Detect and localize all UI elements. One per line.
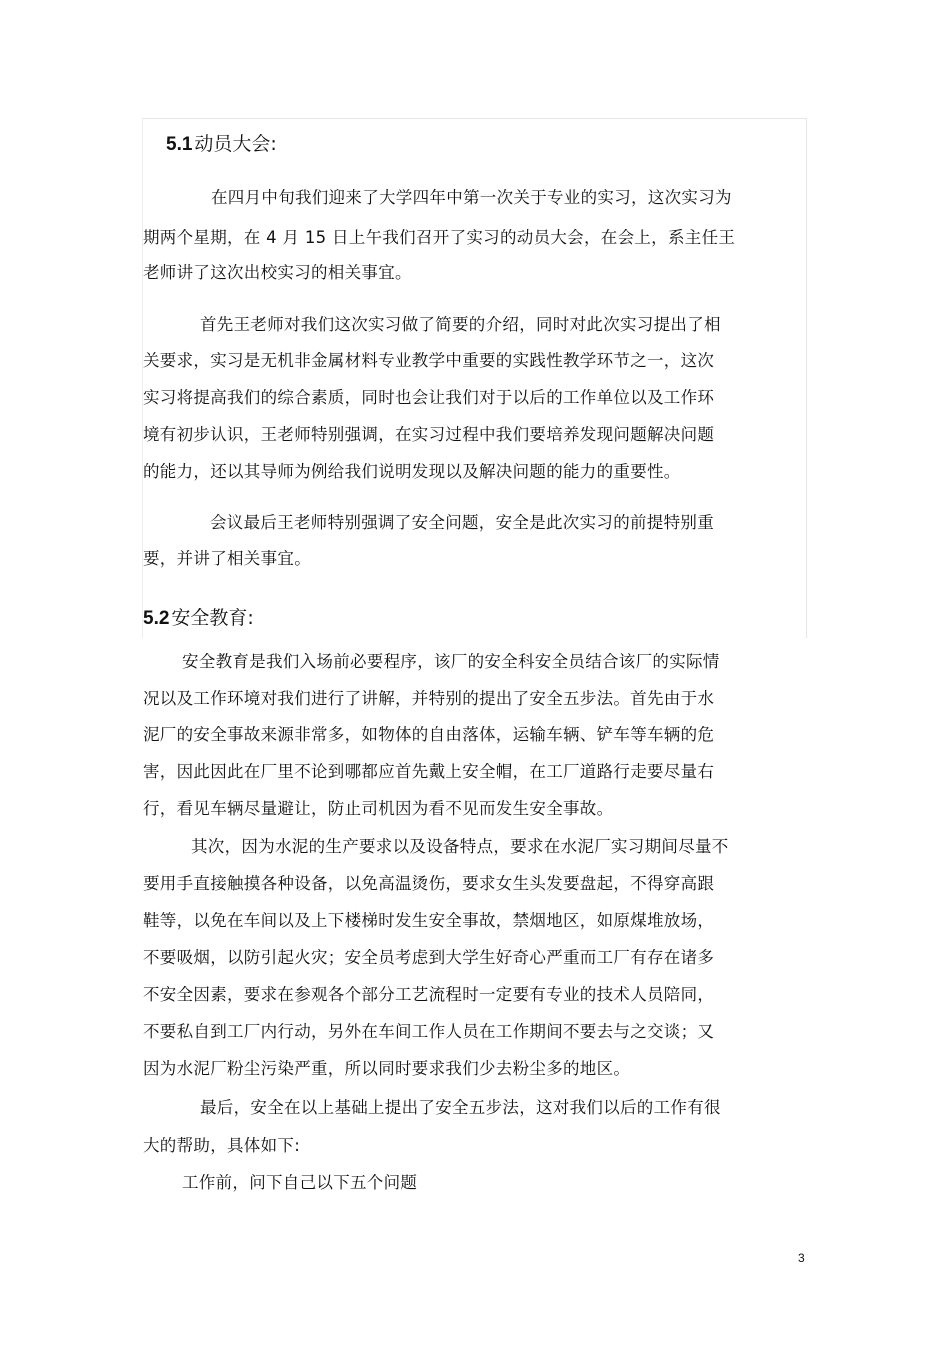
section-number: 5.1: [166, 134, 193, 155]
paragraph-line: 鞋等，以免在车间以及上下楼梯时发生安全事故，禁烟地区，如原煤堆放场，: [143, 911, 715, 930]
paragraph-line: 首先王老师对我们这次实习做了简要的介绍，同时对此次实习提出了相: [200, 315, 721, 334]
paragraph-line: 的能力，还以其导师为例给我们说明发现以及解决问题的能力的重要性。: [143, 462, 681, 481]
paragraph-line: 因为水泥厂粉尘污染严重，所以同时要求我们少去粉尘多的地区。: [143, 1059, 631, 1078]
paragraph-line: 泥厂的安全事故来源非常多，如物体的自由落体，运输车辆、铲车等车辆的危: [143, 725, 715, 744]
paragraph-line: 要，并讲了相关事宜。: [143, 549, 311, 568]
paragraph-line: 害，因此因此在厂里不论到哪都应首先戴上安全帽，在工厂道路行走要尽量右: [143, 762, 715, 781]
paragraph-line: 不要私自到工厂内行动，另外在车间工作人员在工作期间不要去与之交谈；又: [143, 1022, 715, 1041]
paragraph-line: 在四月中旬我们迎来了大学四年中第一次关于专业的实习，这次实习为: [211, 188, 732, 207]
section-heading-5-2: [143, 604, 254, 633]
paragraph-line: 要用手直接触摸各种设备，以免高温烫伤，要求女生头发要盘起，不得穿高跟: [143, 874, 715, 893]
paragraph-line: 况以及工作环境对我们进行了讲解，并特别的提出了安全五步法。首先由于水: [143, 689, 715, 708]
paragraph-line: 安全教育是我们入场前必要程序，该厂的安全科安全员结合该厂的实际情: [182, 652, 720, 671]
paragraph-line: 实习将提高我们的综合素质，同时也会让我们对于以后的工作单位以及工作环: [143, 388, 715, 407]
section-title: 动员大会:: [194, 133, 277, 155]
paragraph-line: 期两个星期，在 4 月 15 日上午我们召开了实习的动员大会，在会上，系主任王: [143, 228, 736, 247]
paragraph-line: 老师讲了这次出校实习的相关事宜。: [143, 263, 412, 282]
section-number: 5.2: [143, 608, 170, 629]
paragraph-line: 境有初步认识，王老师特别强调，在实习过程中我们要培养发现问题解决问题: [143, 425, 715, 444]
paragraph-line: 行，看见车辆尽量避让，防止司机因为看不见而发生安全事故。: [143, 799, 614, 818]
page-number: 3: [798, 1251, 805, 1265]
paragraph-line: 其次，因为水泥的生产要求以及设备特点，要求在水泥厂实习期间尽量不: [191, 837, 729, 856]
paragraph-line: 会议最后王老师特别强调了安全问题，安全是此次实习的前提特别重: [210, 513, 714, 532]
section-heading-5-1: [166, 130, 277, 159]
paragraph-line: 最后，安全在以上基础上提出了安全五步法，这对我们以后的工作有很: [200, 1098, 721, 1117]
paragraph-line: 工作前，问下自己以下五个问题: [182, 1173, 418, 1192]
paragraph-line: 不要吸烟，以防引起火灾；安全员考虑到大学生好奇心严重而工厂有存在诸多: [143, 948, 715, 967]
section-title: 安全教育:: [171, 607, 254, 629]
paragraph-line: 关要求，实习是无机非金属材料专业教学中重要的实践性教学环节之一，这次: [143, 351, 715, 370]
paragraph-line: 不安全因素，要求在参观各个部分工艺流程时一定要有专业的技术人员陪同，: [143, 985, 715, 1004]
paragraph-line: 大的帮助，具体如下:: [143, 1136, 301, 1155]
